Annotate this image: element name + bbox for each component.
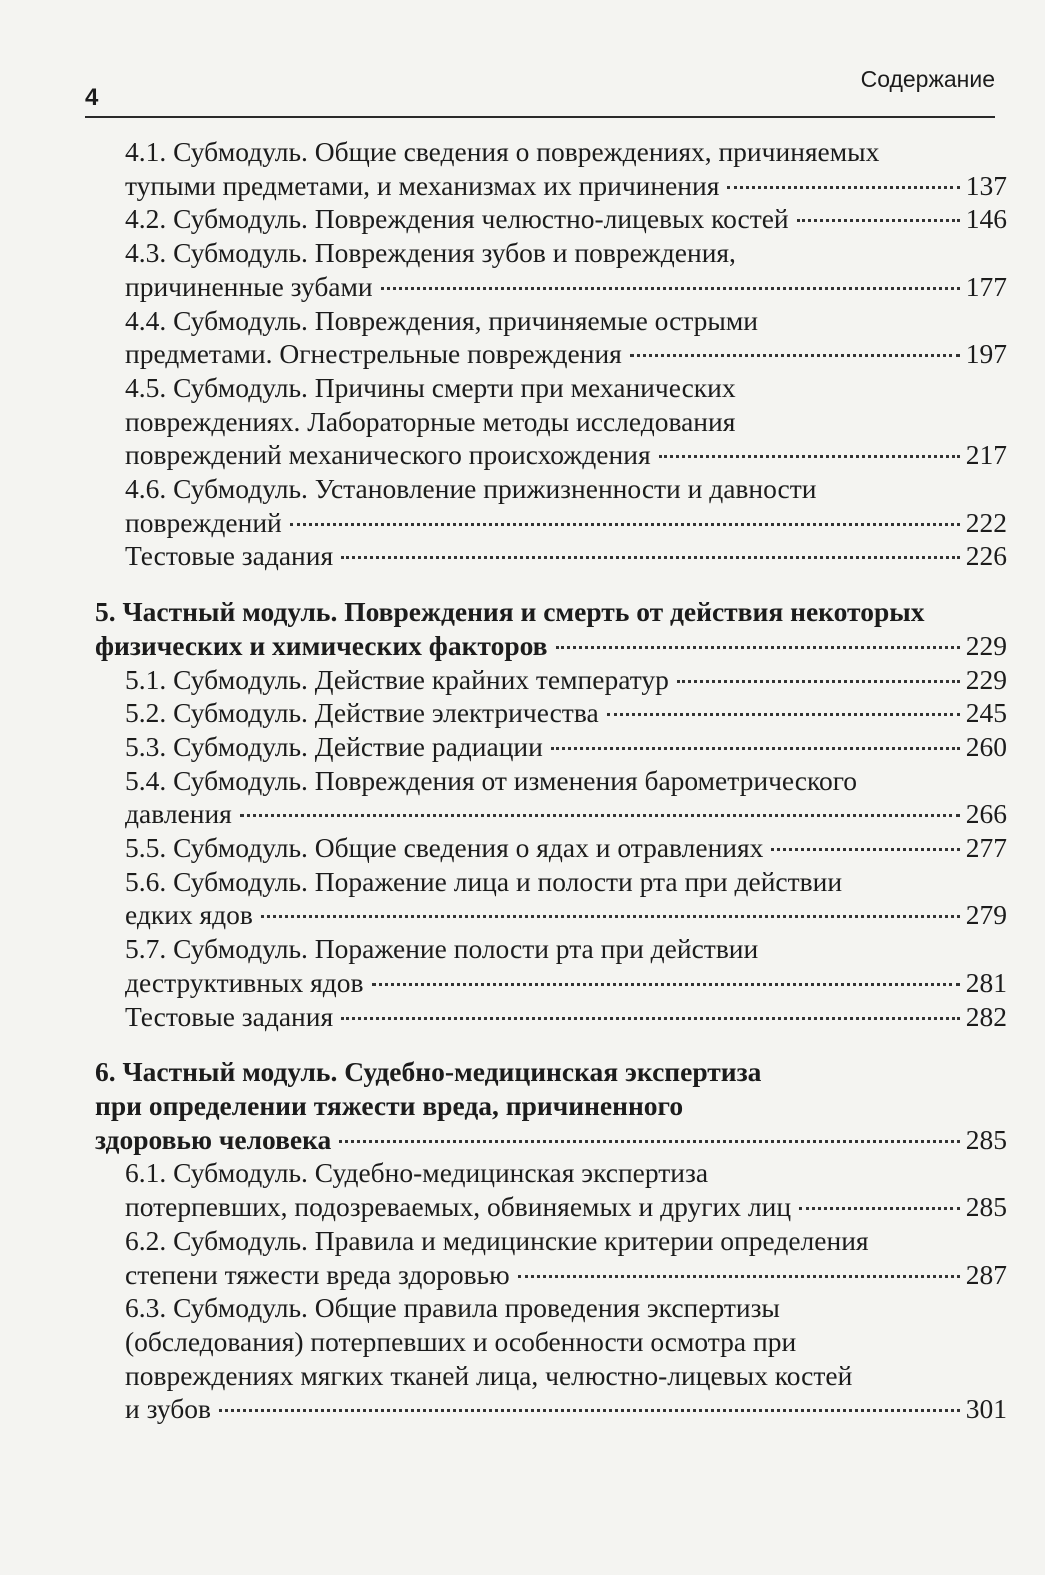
toc-entry-title: степени тяжести вреда здоровью xyxy=(125,1258,510,1290)
toc-entry[interactable] xyxy=(95,371,1007,472)
toc-chapter-entry[interactable] xyxy=(95,1055,1007,1156)
dot-leader xyxy=(261,915,960,918)
toc-entry-line xyxy=(125,1190,1007,1224)
toc-page-number: 222 xyxy=(965,506,1007,538)
page-number: 4 xyxy=(85,84,99,111)
toc-entry-line xyxy=(125,1291,1007,1325)
toc-entry-title: деструктивных ядов xyxy=(125,966,364,998)
toc-page-number: 285 xyxy=(965,1191,1007,1223)
toc-chapter-entry[interactable] xyxy=(95,595,1007,662)
section-gap xyxy=(95,573,1007,595)
toc-entry-line xyxy=(125,831,1007,865)
toc-entry[interactable] xyxy=(95,932,1007,999)
toc-entry-line xyxy=(95,595,1007,629)
toc-page-number: 287 xyxy=(965,1258,1007,1290)
toc-page-number: 226 xyxy=(965,540,1007,572)
toc-entry-line xyxy=(125,539,1007,573)
toc-entry-line xyxy=(125,236,1007,270)
toc-entry-line xyxy=(95,1089,1007,1123)
toc-entry-title: повреждениях мягких тканей лица, челюстно-лицевых костей xyxy=(125,1359,853,1391)
toc-entry-line xyxy=(125,1392,1007,1426)
toc-entry-line xyxy=(125,1224,1007,1258)
toc-page-number: 245 xyxy=(965,697,1007,729)
toc-entry-line xyxy=(125,696,1007,730)
toc-entry-title: 5.4. Субмодуль. Повреждения от изменения барометрического xyxy=(125,764,858,796)
toc-entry[interactable] xyxy=(95,730,1007,764)
toc-entry-title: и зубов xyxy=(125,1393,211,1425)
page-header xyxy=(85,62,995,118)
toc-entry-title: 4.6. Субмодуль. Установление прижизненности и давности xyxy=(125,473,817,505)
toc-entry-line xyxy=(125,438,1007,472)
toc-entry-line xyxy=(125,405,1007,439)
table-of-contents xyxy=(95,135,1007,1426)
toc-entry-line xyxy=(125,865,1007,899)
toc-entry[interactable] xyxy=(95,135,1007,202)
toc-entry-line xyxy=(125,1000,1007,1034)
toc-entry[interactable] xyxy=(95,764,1007,831)
toc-entry[interactable] xyxy=(95,1224,1007,1291)
toc-page-number: 217 xyxy=(965,439,1007,471)
running-title: Содержание xyxy=(860,66,995,92)
toc-entry-title: 4.3. Субмодуль. Повреждения зубов и повреждения, xyxy=(125,237,736,269)
toc-page-number: 137 xyxy=(965,169,1007,201)
toc-entry-line xyxy=(125,337,1007,371)
toc-entry-title: 6.1. Субмодуль. Судебно-медицинская экспертиза xyxy=(125,1157,709,1189)
toc-page-number: 197 xyxy=(965,338,1007,370)
toc-entry-title: 4.1. Субмодуль. Общие сведения о повреждениях, причиняемых xyxy=(125,136,880,167)
toc-entry-line xyxy=(95,1055,1007,1089)
toc-entry-title: давления xyxy=(125,798,232,830)
toc-entry-title: Тестовые задания xyxy=(125,540,334,572)
toc-entry-title: 4.2. Субмодуль. Повреждения челюстно-лицевых костей xyxy=(125,203,789,235)
toc-entry-title: 5.1. Субмодуль. Действие крайних температур xyxy=(125,663,669,695)
toc-entry-line xyxy=(125,730,1007,764)
dot-leader xyxy=(797,219,960,222)
toc-entry-line xyxy=(125,371,1007,405)
toc-entry[interactable] xyxy=(95,663,1007,697)
toc-entry[interactable] xyxy=(95,1156,1007,1223)
toc-entry-title: 5.2. Субмодуль. Действие электричества xyxy=(125,697,599,729)
toc-entry-line xyxy=(125,202,1007,236)
toc-entry-line xyxy=(125,472,1007,506)
toc-entry-title: 5.6. Субмодуль. Поражение лица и полости рта при действии xyxy=(125,865,843,897)
toc-entry[interactable] xyxy=(95,865,1007,932)
toc-page-number: 282 xyxy=(965,1000,1007,1032)
toc-entry-title: 6.2. Субмодуль. Правила и медицинские критерии определения xyxy=(125,1224,869,1256)
toc-entry-title: при определении тяжести вреда, причиненного xyxy=(95,1089,684,1121)
toc-entry-line xyxy=(125,898,1007,932)
dot-leader xyxy=(381,287,960,290)
toc-page-number: 229 xyxy=(965,663,1007,695)
toc-entry[interactable] xyxy=(95,304,1007,371)
toc-entry-line xyxy=(125,270,1007,304)
toc-entry-title: 4.4. Субмодуль. Повреждения, причиняемые острыми xyxy=(125,304,758,336)
toc-page-number: 177 xyxy=(965,270,1007,302)
toc-page-number: 285 xyxy=(965,1123,1007,1155)
dot-leader xyxy=(799,1207,960,1210)
toc-entry-line xyxy=(125,966,1007,1000)
toc-entry-title: физических и химических факторов xyxy=(95,629,548,661)
toc-entry-title: 6.3. Субмодуль. Общие правила проведения экспертизы xyxy=(125,1292,780,1324)
toc-entry-title: 4.5. Субмодуль. Причины смерти при механических xyxy=(125,371,736,403)
dot-leader xyxy=(556,646,960,649)
dot-leader xyxy=(290,523,960,526)
dot-leader xyxy=(240,814,960,817)
dot-leader xyxy=(551,747,960,750)
toc-entry-line xyxy=(125,304,1007,338)
toc-entry-title: 5.5. Субмодуль. Общие сведения о ядах и отравлениях xyxy=(125,832,764,864)
toc-entry-title: 5.3. Субмодуль. Действие радиации xyxy=(125,730,543,762)
toc-page-number: 281 xyxy=(965,966,1007,998)
toc-entry[interactable] xyxy=(95,696,1007,730)
toc-entry-line xyxy=(125,797,1007,831)
toc-page-number: 146 xyxy=(965,203,1007,235)
toc-entry-line xyxy=(125,1359,1007,1393)
dot-leader xyxy=(727,186,959,189)
toc-entry-title: 5.7. Субмодуль. Поражение полости рта при действии xyxy=(125,933,759,965)
toc-entry[interactable] xyxy=(95,831,1007,865)
toc-entry[interactable] xyxy=(95,472,1007,539)
toc-entry-line xyxy=(95,1123,1007,1157)
toc-entry-title: тупыми предметами, и механизмах их причинения xyxy=(125,169,720,201)
toc-entry[interactable] xyxy=(95,1000,1007,1034)
toc-entry-title: предметами. Огнестрельные повреждения xyxy=(125,338,622,370)
toc-entry-title: 6. Частный модуль. Судебно-медицинская экспертиза xyxy=(95,1056,762,1088)
toc-entry[interactable] xyxy=(95,1291,1007,1426)
toc-page-number: 277 xyxy=(965,832,1007,864)
toc-entry-line xyxy=(125,169,1007,203)
toc-page-number: 266 xyxy=(965,798,1007,830)
toc-entry-title: (обследования) потерпевших и особенности осмотра при xyxy=(125,1325,797,1357)
dot-leader xyxy=(677,680,960,683)
toc-entry-line xyxy=(125,1325,1007,1359)
toc-entry-title: 5. Частный модуль. Повреждения и смерть от действия некоторых xyxy=(95,596,925,628)
toc-entry-line xyxy=(125,932,1007,966)
toc-entry-line xyxy=(125,1258,1007,1292)
dot-leader xyxy=(771,848,959,851)
toc-page-number: 260 xyxy=(965,730,1007,762)
section-gap xyxy=(95,1033,1007,1055)
toc-entry-title: едких ядов xyxy=(125,899,253,931)
toc-entry-title: причиненные зубами xyxy=(125,270,373,302)
toc-entry-title: повреждениях. Лабораторные методы исследования xyxy=(125,405,736,437)
toc-page-number: 229 xyxy=(965,629,1007,661)
toc-entry-line xyxy=(125,135,1007,169)
dot-leader xyxy=(607,713,960,716)
dot-leader xyxy=(659,455,960,458)
toc-entry-title: потерпевших, подозреваемых, обвиняемых и других лиц xyxy=(125,1191,792,1223)
dot-leader xyxy=(219,1409,960,1412)
toc-entry[interactable] xyxy=(95,202,1007,236)
dot-leader xyxy=(341,556,960,559)
dot-leader xyxy=(341,1017,960,1020)
toc-entry-line xyxy=(125,663,1007,697)
toc-entry-title: здоровью человека xyxy=(95,1123,332,1155)
toc-entry-line xyxy=(95,629,1007,663)
dot-leader xyxy=(518,1275,960,1278)
toc-entry-line xyxy=(125,764,1007,798)
dot-leader xyxy=(339,1140,959,1143)
toc-entry-title: повреждений механического происхождения xyxy=(125,439,651,471)
toc-entry[interactable] xyxy=(95,236,1007,303)
toc-page-number: 301 xyxy=(965,1393,1007,1425)
toc-entry-title: повреждений xyxy=(125,506,282,538)
toc-entry-line xyxy=(125,1156,1007,1190)
dot-leader xyxy=(372,983,960,986)
toc-entry[interactable] xyxy=(95,539,1007,573)
toc-entry-title: Тестовые задания xyxy=(125,1000,334,1032)
toc-entry-line xyxy=(125,506,1007,540)
toc-page-number: 279 xyxy=(965,899,1007,931)
dot-leader xyxy=(630,354,960,357)
